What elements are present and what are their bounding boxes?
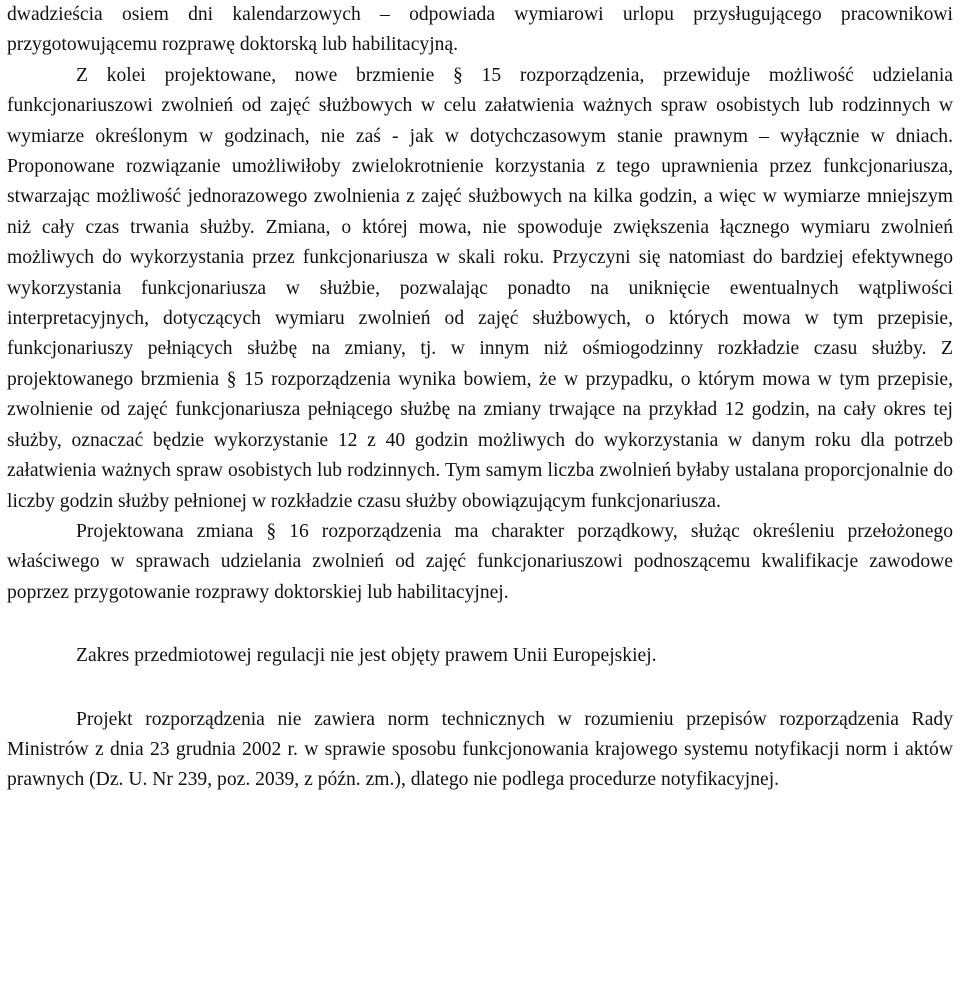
paragraph-notification: Projekt rozporządzenia nie zawiera norm technicznych w rozumieniu przepisów rozporządzenia Rady Ministrów z dnia 23 grudnia 2002 r. w sprawie sposobu funkcjonowania krajowego systemu notyfikacji norm i aktów prawnych (Dz. U. Nr 239, poz. 2039, z późn. zm.), dlatego nie podlega procedurze notyfikacyjnej. [7, 708, 953, 791]
document-page [7, 0, 953, 796]
paragraph-section-15: Z kolei projektowane, nowe brzmienie § 15 rozporządzenia, przewiduje możliwość udzielania funkcjonariuszowi zwolnień od zajęć służbowych w celu załatwienia ważnych spraw osobistych lub rodzinnych w wymiarze określonym w godzinach, nie zaś - jak w dotychczasowym stanie prawnym – wyłącznie w dniach. Proponowane rozwiązanie umożliwiłoby zwielokrotnienie korzystania z tego uprawnienia przez funkcjonariusza, stwarzając możliwość jednorazowego zwolnienia z zajęć służbowych na kilka godzin, a więc w wymiarze mniejszym niż cały czas trwania służby. Zmiana, o której mowa, nie spowoduje zwiększenia łącznego wymiaru zwolnień możliwych do wykorzystania przez funkcjonariusza w skali roku. Przyczyni się natomiast do bardziej efektywnego wykorzystania funkcjonariusza w służbie, pozwalając ponadto na uniknięcie ewentualnych wątpliwości interpretacyjnych, dotyczących wymiaru zwolnień od zajęć służbowych, o których mowa w tym przepisie, funkcjonariuszy pełniących służbę na zmiany, tj. w innym niż ośmiogodzinny rozkładzie czasu służby. Z projektowanego brzmienia § 15 rozporządzenia wynika bowiem, że w przypadku, o którym mowa w tym przepisie, zwolnienie od zajęć funkcjonariusza pełniącego służbę na zmiany trwające na przykład 12 godzin, na cały okres tej służby, oznaczać będzie wykorzystanie 12 z 40 godzin możliwych do wykorzystania w danym roku dla potrzeb załatwienia ważnych spraw osobistych lub rodzinnych. Tym samym liczba zwolnień byłaby ustalana proporcjonalnie do liczby godzin służby pełnionej w rozkładzie czasu służby obowiązującym funkcjonariusza. [7, 64, 953, 512]
paragraph-section-16: Projektowana zmiana § 16 rozporządzenia ma charakter porządkowy, służąc określeniu przełożonego właściwego w sprawach udzielania zwolnień od zajęć funkcjonariuszowi podnoszącemu kwalifikacje zawodowe poprzez przygotowanie rozprawy doktorskiej lub habilitacyjnej. [7, 520, 953, 603]
paragraph-spacer [7, 608, 953, 641]
paragraph-spacer [7, 672, 953, 705]
paragraph-eu-law: Zakres przedmiotowej regulacji nie jest objęty prawem Unii Europejskiej. [76, 645, 657, 667]
paragraph-continued: dwadzieścia osiem dni kalendarzowych – odpowiada wymiarowi urlopu przysługującego pracownikowi przygotowującemu rozprawę doktorską lub habilitacyjną. [7, 4, 953, 56]
